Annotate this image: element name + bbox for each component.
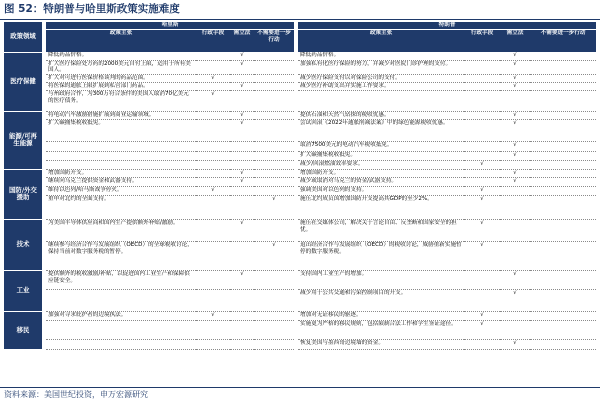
trump-policy-cell: 减少医疗补助支出并实施工作要求。 (298, 82, 464, 90)
harris-policy-cell: 与州政府合作，为300万符合条件的美国人取消70亿美元的医疗债务。 (46, 90, 196, 111)
harris-check-mark: √ (196, 90, 230, 111)
harris-check-cell (254, 151, 294, 160)
policy-table-body (4, 22, 596, 349)
header-domain: 政策领域 (4, 22, 42, 52)
header-harris-policy: 政策主张 (46, 30, 196, 53)
table-row (4, 160, 596, 169)
harris-check-cell (230, 195, 254, 219)
trump-check-cell (464, 111, 500, 119)
harris-policy-cell: 将医保的通胀上限扩展到私营部门药品。 (46, 82, 196, 90)
trump-check-mark: √ (500, 339, 530, 349)
trump-policy-cell: 尝试回滚《2022年通胀削减法案》中的绿色能源税收优惠。 (298, 119, 464, 141)
trump-check-cell (530, 151, 596, 160)
trump-check-mark: √ (500, 177, 530, 186)
trump-check-cell (464, 60, 500, 75)
harris-check-cell (196, 289, 230, 311)
table-row (4, 241, 596, 270)
trump-check-cell (464, 119, 500, 141)
harris-check-mark: √ (196, 75, 230, 83)
harris-policy-cell: 为美国半导体供应商和国内生产提供额外补贴/激励。 (46, 219, 196, 241)
harris-check-mark: √ (230, 52, 254, 60)
table-row (4, 289, 596, 311)
harris-check-mark: √ (230, 169, 254, 177)
trump-check-cell (530, 270, 596, 289)
trump-check-cell (530, 75, 596, 83)
trump-check-cell (530, 311, 596, 320)
harris-check-cell (254, 90, 294, 111)
trump-check-cell (530, 289, 596, 311)
harris-check-cell (196, 60, 230, 75)
trump-check-mark: √ (464, 311, 500, 320)
trump-check-cell (500, 311, 530, 320)
harris-check-cell (254, 60, 294, 75)
trump-check-cell (530, 60, 596, 75)
trump-check-cell (464, 82, 500, 90)
table-row (4, 169, 596, 177)
harris-policy-cell: 降低药品价格。 (46, 52, 196, 60)
trump-check-cell (500, 241, 530, 270)
header-trump-policy: 政策主张 (298, 30, 464, 53)
trump-check-cell (530, 90, 596, 111)
trump-check-cell (530, 169, 596, 177)
harris-policy-cell: 提供额外的税收激励/补贴，以促进国内工业生产和保障供应链安全。 (46, 270, 196, 289)
trump-check-cell (530, 177, 596, 186)
table-row (4, 186, 596, 195)
harris-check-cell (254, 141, 294, 151)
table-row (4, 111, 596, 119)
harris-check-cell (196, 151, 230, 160)
trump-policy-cell: 增加对无证移民的驱逐。 (298, 311, 464, 320)
harris-policy-cell (46, 339, 196, 349)
domain-label: 能源/可再生能源 (4, 111, 42, 169)
trump-check-cell (530, 339, 596, 349)
header-harris: 哈里斯 (46, 22, 294, 30)
domain-label: 工业 (4, 270, 42, 311)
figure-title: 图 52：特朗普与哈里斯政策实施难度 (4, 3, 180, 15)
table-row (4, 151, 596, 160)
harris-check-cell (230, 241, 254, 270)
trump-check-mark: √ (464, 219, 500, 241)
trump-check-cell (530, 141, 596, 151)
harris-policy-cell: 扩大碳捕集税收抵免。 (46, 119, 196, 141)
harris-policy-cell (46, 320, 196, 339)
table-row (4, 195, 596, 219)
harris-policy-cell: 继续参与经济合作与发展组织（OECD）的全球税收讨论，保持当前对数字服务税的暂停。 (46, 241, 196, 270)
trump-check-cell (464, 90, 500, 111)
header-trump: 特朗普 (298, 22, 596, 30)
table-row (4, 52, 596, 60)
trump-check-cell (530, 186, 596, 195)
header-row-groups (4, 22, 596, 30)
trump-check-cell (530, 320, 596, 339)
domain-label: 移民 (4, 311, 42, 349)
trump-policy-cell: 减少医疗保险支付以对保险公司的支付。 (298, 75, 464, 83)
header-harris-none: 不需要进一步行动 (254, 30, 294, 53)
harris-check-cell (230, 75, 254, 83)
trump-check-mark: √ (464, 241, 500, 270)
table-row (4, 90, 596, 111)
harris-check-mark: √ (230, 111, 254, 119)
title-divider (0, 19, 600, 20)
trump-policy-cell: 取消7500美元的电动汽车税收抵免。 (298, 141, 464, 151)
trump-check-cell (530, 52, 596, 60)
trump-check-mark: √ (500, 141, 530, 151)
harris-check-cell (254, 311, 294, 320)
harris-check-cell (254, 82, 294, 90)
trump-check-mark: √ (464, 195, 500, 219)
trump-check-cell (464, 52, 500, 60)
harris-check-cell (254, 186, 294, 195)
trump-policy-cell: 减少用于公共交通和污染控制项目的开支。 (298, 289, 464, 311)
harris-check-cell (230, 186, 254, 195)
trump-check-cell (464, 270, 500, 289)
trump-check-cell (464, 75, 500, 83)
trump-policy-cell: 恢复美国与墨西哥边境墙的资金。 (298, 339, 464, 349)
header-row-columns (4, 30, 596, 53)
trump-check-cell (500, 320, 530, 339)
trump-check-cell (500, 160, 530, 169)
harris-check-cell (196, 141, 230, 151)
trump-check-cell (464, 177, 500, 186)
trump-policy-cell: 施压北约成员国增加国防开支提高其GDP的至少2%。 (298, 195, 464, 219)
harris-check-cell (196, 241, 230, 270)
harris-policy-cell: 增加国防开支。 (46, 169, 196, 177)
harris-check-cell (230, 339, 254, 349)
domain-label: 国防/外交援助 (4, 169, 42, 219)
harris-check-cell (196, 219, 230, 241)
harris-check-mark: √ (230, 82, 254, 90)
trump-policy-cell (298, 90, 464, 111)
trump-check-mark: √ (500, 111, 530, 119)
domain-label: 技术 (4, 219, 42, 270)
harris-check-cell (254, 289, 294, 311)
trump-check-mark: √ (500, 52, 530, 60)
harris-check-cell (196, 339, 230, 349)
harris-check-cell (230, 160, 254, 169)
harris-check-cell (254, 320, 294, 339)
harris-policy-cell: 重申对北约的全面支持。 (46, 195, 196, 219)
trump-policy-cell: 增加国防开支。 (298, 169, 464, 177)
trump-check-mark: √ (500, 60, 530, 75)
header-trump-law: 需立法 (500, 30, 530, 53)
table-row (4, 75, 596, 83)
table-row (4, 270, 596, 289)
table-row (4, 60, 596, 75)
trump-check-mark: √ (500, 82, 530, 90)
trump-policy-cell: 施压社交媒体公司，解决关于言论自由、反垄断和国家安全的担忧。 (298, 219, 464, 241)
trump-policy-cell: 实施更为严格的移民规则，包括限制合法工作和学生签证途径。 (298, 320, 464, 339)
harris-check-cell (196, 195, 230, 219)
trump-policy-cell: 减少/回滚燃油效率要求。 (298, 160, 464, 169)
harris-check-cell (196, 119, 230, 141)
table-row (4, 119, 596, 141)
harris-check-cell (254, 111, 294, 119)
trump-check-mark: √ (464, 160, 500, 169)
trump-check-cell (530, 195, 596, 219)
trump-policy-cell: 支持国内工业生产的增加。 (298, 270, 464, 289)
harris-check-cell (254, 177, 294, 186)
harris-check-mark: √ (230, 119, 254, 141)
trump-check-cell (530, 241, 596, 270)
harris-policy-cell: 将电动汽车激励措施扩展到商业运输领域。 (46, 111, 196, 119)
table-row (4, 311, 596, 320)
trump-check-mark: √ (500, 289, 530, 311)
harris-check-cell (230, 320, 254, 339)
table-row (4, 320, 596, 339)
harris-check-cell (196, 177, 230, 186)
header-harris-admin: 行政手段 (196, 30, 230, 53)
table-row (4, 141, 596, 151)
harris-check-cell (196, 111, 230, 119)
harris-check-mark: √ (230, 60, 254, 75)
trump-check-mark: √ (464, 320, 500, 339)
trump-check-mark: √ (500, 169, 530, 177)
harris-check-cell (254, 52, 294, 60)
harris-check-mark: √ (230, 270, 254, 289)
harris-policy-cell (46, 151, 196, 160)
trump-check-cell (500, 90, 530, 111)
harris-check-cell (230, 311, 254, 320)
trump-check-cell (500, 195, 530, 219)
domain-label: 医疗保健 (4, 52, 42, 111)
harris-check-mark: √ (254, 241, 294, 270)
table-row (4, 82, 596, 90)
harris-check-mark: √ (230, 177, 254, 186)
trump-check-cell (464, 151, 500, 160)
trump-policy-cell: 降低药品价格。 (298, 52, 464, 60)
trump-check-cell (464, 169, 500, 177)
harris-policy-cell: 扩大医疗保险处方药的2000美元自付上限，适用于所有美国人。 (46, 60, 196, 75)
trump-check-cell (500, 186, 530, 195)
trump-check-cell (530, 111, 596, 119)
trump-check-mark: √ (500, 119, 530, 141)
harris-check-cell (196, 270, 230, 289)
trump-check-cell (464, 141, 500, 151)
table-row (4, 177, 596, 186)
table-row (4, 219, 596, 241)
trump-check-cell (530, 160, 596, 169)
trump-check-cell (500, 219, 530, 241)
harris-check-cell (196, 52, 230, 60)
trump-check-cell (464, 339, 500, 349)
harris-policy-cell: 继续向乌克兰提供资金和武器支持。 (46, 177, 196, 186)
trump-check-cell (530, 82, 596, 90)
harris-policy-cell: 扩大对可进行医保价格谈判的药品范围。 (46, 75, 196, 83)
trump-check-cell (530, 119, 596, 141)
header-trump-admin: 行政手段 (464, 30, 500, 53)
source-note: 资料来源：美国世纪投资，申万宏源研究 (4, 390, 148, 399)
trump-check-cell (530, 219, 596, 241)
trump-policy-cell: 提供石油和天然气钻探的税收优惠。 (298, 111, 464, 119)
table-row (4, 339, 596, 349)
harris-check-cell (196, 169, 230, 177)
harris-check-cell (254, 339, 294, 349)
harris-check-cell (254, 119, 294, 141)
trump-policy-cell: 退出经济合作与发展组织（OECD）的税收讨论，威胁重新实施暂停的数字服务税。 (298, 241, 464, 270)
harris-check-cell (196, 320, 230, 339)
harris-policy-cell: 加强对寻求庇护者的边境执法。 (46, 311, 196, 320)
harris-check-mark: √ (196, 186, 230, 195)
harris-check-cell (254, 169, 294, 177)
harris-policy-cell (46, 289, 196, 311)
harris-check-cell (230, 90, 254, 111)
harris-check-cell (254, 270, 294, 289)
harris-check-cell (196, 82, 230, 90)
trump-policy-cell: 加强私有化医疗保险的努力，并减少对医院门诊护理的支付。 (298, 60, 464, 75)
harris-check-cell (230, 289, 254, 311)
harris-check-mark: √ (196, 311, 230, 320)
trump-check-mark: √ (500, 270, 530, 289)
trump-policy-cell: 强调美国对以色列的支持。 (298, 186, 464, 195)
harris-check-mark: √ (254, 195, 294, 219)
harris-check-cell (254, 160, 294, 169)
harris-check-cell (196, 160, 230, 169)
harris-check-cell (230, 141, 254, 151)
trump-check-cell (464, 289, 500, 311)
trump-check-mark: √ (464, 186, 500, 195)
harris-check-mark: √ (230, 219, 254, 241)
header-harris-law: 需立法 (230, 30, 254, 53)
trump-policy-cell: 扩大碳捕集税收抵免。 (298, 151, 464, 160)
harris-check-cell (230, 151, 254, 160)
harris-check-cell (254, 219, 294, 241)
harris-policy-cell (46, 160, 196, 169)
harris-check-cell (254, 75, 294, 83)
policy-table (4, 22, 596, 350)
harris-policy-cell: 维持以色列/哈马斯战争停火。 (46, 186, 196, 195)
trump-check-mark: √ (500, 151, 530, 160)
harris-policy-cell (46, 141, 196, 151)
header-trump-none: 不需要进一步行动 (530, 30, 596, 53)
trump-policy-cell: 减少或取消对乌克兰的资金/武器支持。 (298, 177, 464, 186)
trump-check-mark: √ (500, 75, 530, 83)
